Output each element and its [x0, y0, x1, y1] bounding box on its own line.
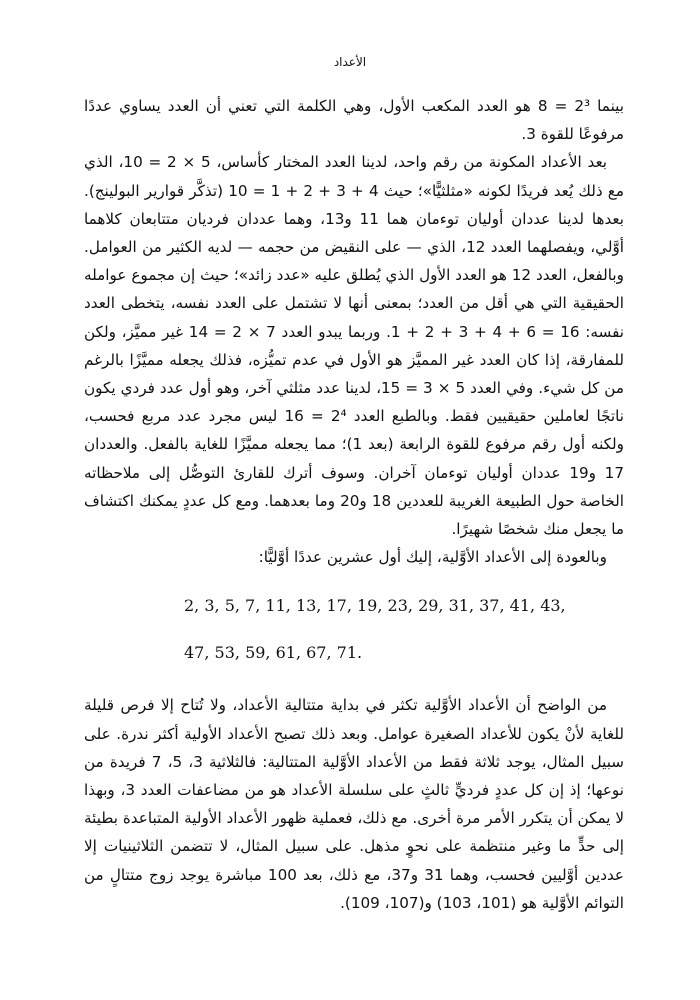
running-title: الأعداد [333, 55, 367, 69]
page-body [84, 92, 624, 917]
paragraph-cube: بينما 2³ = 8 هو العدد المكعب الأول، وهي الكلمة التي تعني أن العدد يساوي عددًا مرفوعًا للقوة 3. [84, 97, 624, 144]
prime-list-line-1: 2, 3, 5, 7, 11, 13, 17, 19, 23, 29, 31, 37, 41, 43, [184, 596, 566, 616]
paragraph-prime-distribution: من الواضح أن الأعداد الأوَّلية تكثر في بداية متتالية الأعداد، ولا تُتاح إلا فرص قليلة للغاية لأنْ يكون للأعداد الصغيرة عوامل. وبعد ذلك تصبح الأعداد الأولية أكثر ندرة. على سبيل المثال، يوجد ثلاثة فقط من الأعداد الأوَّلية المتتالية: فالثلاثية 3، 5، 7 فريدة من نوعها؛ إذ إن كل عددٍ فرديٍّ ثالثٍ على سلسلة الأعداد هو من مضاعفات العدد 3، وبهذا لا يمكن أن يتكرر الأمر مرة أخرى. مع ذلك، فعملية ظهور الأعداد الأولية المتباعدة بطيئة إلى حدٍّ ما وغير منتظمة على نحوٍ مذهل. على سبيل المثال، لا تتضمن الثلاثينيات إلا عددين أوَّليين فحسب، وهما 31 و37، مع ذلك، بعد 100 مباشرة يوجد زوج متتالٍ من التوائم الأوَّلية هو (101، 103) و(107، 109). [84, 696, 625, 912]
paragraph-small-numbers: بعد الأعداد المكونة من رقم واحد، لدينا العدد المختار كأساس، 5 × 2 = 10، الذي مع ذلك يُعد فريدًا لكونه «مثلثيًّا»؛ حيث 4 + 3 + 2 + 1 = 10 (تذكَّر قوارير البولينج). بعدها لدينا عددان أوليان توءمان هما 11 و13، وهما عددان فرديان متتابعان كلاهما أوَّلي، ويفصلهما العدد 12، الذي — على النقيض من حجمه — لديه الكثير من العوامل. وبالفعل، العدد 12 هو العدد الأول الذي يُطلق عليه «عدد زائد»؛ حيث إن مجموع عوامله الحقيقية التي هي أقل من العدد؛ بمعنى أنها لا تشتمل على العدد نفسه، يتخطى العدد نفسه: 16 = 6 + 4 + 3 + 2 + 1. وربما يبدو العدد 7 × 2 = 14 غير مميَّز، ولكن للمفارقة، إذا كان العدد غير المميَّز هو الأول في عدم تميُّزه، فذلك يجعله مميَّزًا بالرغم من كل شيء. وفي العدد 5 × 3 = 15، لدينا عدد مثلثي آخر، وهو أول عدد فردي يكون ناتجًا لعاملين حقيقيين فقط. وبالطبع العدد 2⁴ = 16 ليس مجرد عدد مربع فحسب، ولكنه أول رقم مرفوع للقوة الرابعة (بعد 1)؛ مما يجعله مميَّزًا للغاية بالفعل. والعددان 17 و19 عددان أوليان توءمان آخران. وسوف أترك للقارئ التوصُّل إلى ملاحظاته الخاصة حول الطبيعة الغريبة للعددين 18 و20 وما بعدهما. ومع كل عددٍ يمكنك اكتشاف ما يجعل منك شخصًا شهيرًا. [84, 153, 625, 539]
spacer [84, 667, 624, 691]
paragraph-prime-intro: وبالعودة إلى الأعداد الأوَّلية، إليك أول عشرين عددًا أوَّليًّا: [258, 548, 607, 567]
prime-list-line-2: 47, 53, 59, 61, 67, 71. [184, 643, 363, 663]
